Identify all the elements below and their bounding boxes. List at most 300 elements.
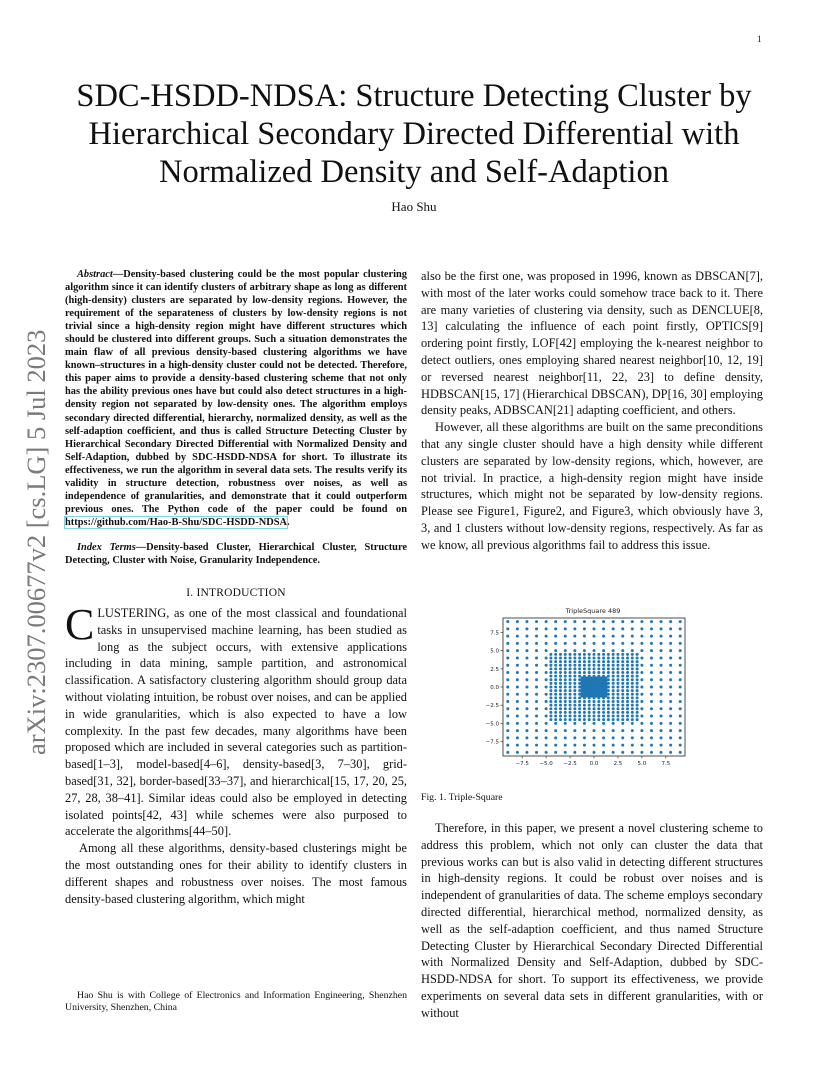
data-point [516, 686, 519, 689]
data-point [554, 715, 557, 718]
data-point [616, 711, 619, 714]
data-point [616, 656, 619, 659]
data-point [525, 693, 528, 696]
data-point [626, 704, 629, 707]
data-point [616, 693, 619, 696]
data-point [597, 707, 600, 710]
data-point [554, 667, 557, 670]
data-point [612, 678, 615, 681]
data-point [516, 649, 519, 652]
data-point [559, 675, 562, 678]
data-point [506, 671, 509, 674]
data-point [525, 642, 528, 645]
data-point [626, 675, 629, 678]
data-point [564, 736, 567, 739]
data-point [545, 686, 548, 689]
data-point [593, 707, 596, 710]
data-point [583, 656, 586, 659]
data-point [506, 729, 509, 732]
x-axis-ticks [515, 756, 670, 767]
data-point [626, 718, 629, 721]
data-point [607, 675, 610, 678]
data-point [506, 736, 509, 739]
data-point [554, 627, 557, 630]
data-point [612, 627, 615, 630]
data-point [631, 635, 634, 638]
data-point [636, 678, 639, 681]
data-point [607, 711, 610, 714]
data-point [549, 711, 552, 714]
data-point [525, 700, 528, 703]
data-point [535, 678, 538, 681]
data-point [573, 675, 576, 678]
data-point [578, 660, 581, 663]
data-point [583, 704, 586, 707]
data-point [679, 707, 682, 710]
data-point [640, 751, 643, 754]
data-point [569, 667, 572, 670]
data-point [573, 715, 576, 718]
data-point [554, 704, 557, 707]
abstract-text: —Density-based clustering could be the most popular clustering algorithm since it can identify clusters of arbitrary shape as long as different (high-density) clusters are separated by low-density regions. However, the requirement of the separateness of clusters by low-density regions is not trivial since a high-density region might have different structures which should be clustered into different groups. Such a situation demonstrates the main flaw of all previous density-based clustering algorithms we have known–structures in a high-density cluster could not be detected. Therefore, this paper aims to provide a density-based clustering scheme that not only has the ability previous ones have but could also detect structures in a high-density region not separated by low-density ones. The algorithm employs secondary directed differential, hierarchy, normalized density, as well as the self-adaption coefficient, and thus is called Structure Detecting Cluster by Hierarchical Secondary Directed Differential with Normalized Density and Self-Adaption, dubbed by SDC-HSDD-NDSA for short. To illustrate its effectiveness, we run the algorithm in several data sets. The results verify its validity in structure detection, robustness over noises, as well as independence of granularities, and demonstrate that it could outperform previous ones. The Python code of the paper could be found on [65, 269, 407, 515]
data-point [506, 715, 509, 718]
data-point [549, 660, 552, 663]
data-point [650, 700, 653, 703]
data-point [669, 744, 672, 747]
data-point [559, 689, 562, 692]
data-point [612, 711, 615, 714]
data-point [569, 696, 572, 699]
data-point [640, 700, 643, 703]
data-point [525, 656, 528, 659]
figure-caption: Fig. 1. Triple-Square [421, 792, 503, 803]
data-point [516, 620, 519, 623]
data-point [569, 689, 572, 692]
data-point [588, 700, 591, 703]
data-point [588, 711, 591, 714]
y-tick-label: 5.0 [490, 648, 499, 655]
data-point [578, 707, 581, 710]
data-point [564, 707, 567, 710]
data-point [621, 678, 624, 681]
data-point [616, 675, 619, 678]
data-point [583, 722, 586, 725]
data-point [612, 715, 615, 718]
data-point [516, 751, 519, 754]
data-point [631, 722, 634, 725]
data-point [545, 678, 548, 681]
data-point [516, 700, 519, 703]
data-point [631, 693, 634, 696]
data-point [607, 667, 610, 670]
data-point [660, 693, 663, 696]
data-point [569, 664, 572, 667]
data-point [636, 682, 639, 685]
data-point [631, 671, 634, 674]
data-point [602, 736, 605, 739]
data-point [612, 718, 615, 721]
data-point [569, 707, 572, 710]
data-point [564, 729, 567, 732]
data-point [578, 671, 581, 674]
data-point [602, 700, 605, 703]
data-point [650, 664, 653, 667]
data-point [564, 627, 567, 630]
x-tick-label: −5.0 [539, 761, 553, 767]
data-point [631, 715, 634, 718]
data-point [612, 682, 615, 685]
data-point [583, 707, 586, 710]
data-point [650, 671, 653, 674]
x-tick-label: 0.0 [589, 761, 599, 767]
data-point [612, 653, 615, 656]
data-point [597, 715, 600, 718]
data-point [583, 664, 586, 667]
data-point [621, 620, 624, 623]
data-point [506, 700, 509, 703]
data-point [554, 718, 557, 721]
data-point [564, 678, 567, 681]
data-point [636, 686, 639, 689]
data-point [669, 627, 672, 630]
data-point [525, 707, 528, 710]
data-point [616, 671, 619, 674]
data-point [669, 686, 672, 689]
x-tick-label: 2.5 [613, 761, 623, 767]
data-point [545, 620, 548, 623]
data-point [593, 627, 596, 630]
data-point [597, 656, 600, 659]
data-point [506, 620, 509, 623]
data-point [626, 715, 629, 718]
data-point [525, 635, 528, 638]
data-point [631, 660, 634, 663]
data-point [554, 620, 557, 623]
data-point [554, 682, 557, 685]
data-point [669, 664, 672, 667]
data-point [660, 736, 663, 739]
data-point [554, 711, 557, 714]
data-point [569, 678, 572, 681]
data-point [640, 620, 643, 623]
data-point [545, 736, 548, 739]
data-point [545, 722, 548, 725]
data-point [535, 656, 538, 659]
data-point [593, 736, 596, 739]
data-point [554, 729, 557, 732]
data-point [616, 686, 619, 689]
data-point [602, 729, 605, 732]
data-point [597, 704, 600, 707]
data-point [549, 678, 552, 681]
data-point [679, 671, 682, 674]
data-point [631, 682, 634, 685]
data-point [650, 744, 653, 747]
data-point [640, 627, 643, 630]
dropcap: C [65, 600, 95, 650]
data-point [679, 700, 682, 703]
data-point [660, 722, 663, 725]
data-point [549, 696, 552, 699]
data-point [516, 736, 519, 739]
data-point [621, 667, 624, 670]
data-point [650, 751, 653, 754]
y-axis-ticks [486, 631, 503, 746]
data-point [516, 627, 519, 630]
data-point [660, 671, 663, 674]
data-point [636, 675, 639, 678]
data-point [616, 707, 619, 710]
data-point [602, 722, 605, 725]
data-point [588, 660, 591, 663]
data-point [679, 744, 682, 747]
code-link[interactable]: https://github.com/Hao-B-Shu/SDC-HSDD-NDSA [65, 516, 287, 528]
data-point [583, 653, 586, 656]
data-point [569, 671, 572, 674]
data-point [612, 704, 615, 707]
data-point [669, 751, 672, 754]
data-point [612, 696, 615, 699]
data-point [650, 627, 653, 630]
data-point [631, 667, 634, 670]
data-point [554, 649, 557, 652]
data-point [631, 664, 634, 667]
data-point [554, 700, 557, 703]
data-point [554, 751, 557, 754]
data-point [516, 722, 519, 725]
data-points [506, 620, 681, 754]
data-point [569, 711, 572, 714]
data-point [640, 729, 643, 732]
data-point [583, 635, 586, 638]
data-point [636, 696, 639, 699]
y-tick-label: 2.5 [490, 666, 499, 673]
data-point [583, 627, 586, 630]
data-point [621, 744, 624, 747]
data-point [554, 635, 557, 638]
data-point [660, 744, 663, 747]
data-point [535, 736, 538, 739]
data-point [660, 649, 663, 652]
data-point [573, 689, 576, 692]
data-point [545, 700, 548, 703]
data-point [525, 722, 528, 725]
data-point [573, 627, 576, 630]
data-point [621, 715, 624, 718]
data-point [621, 689, 624, 692]
data-point [631, 751, 634, 754]
data-point [640, 642, 643, 645]
data-point [564, 718, 567, 721]
data-point [631, 653, 634, 656]
data-point [583, 649, 586, 652]
data-point [506, 707, 509, 710]
data-point [660, 678, 663, 681]
data-point [607, 696, 610, 699]
data-point [583, 660, 586, 663]
y-tick-label: −2.5 [485, 703, 499, 710]
data-point [593, 620, 596, 623]
data-point [578, 696, 581, 699]
y-tick-label: −5.0 [485, 721, 499, 728]
data-point [626, 678, 629, 681]
data-point [559, 686, 562, 689]
data-point [573, 751, 576, 754]
data-point [636, 704, 639, 707]
data-point [621, 664, 624, 667]
data-point [597, 671, 600, 674]
data-point [621, 700, 624, 703]
data-point [516, 715, 519, 718]
data-point [631, 649, 634, 652]
data-point [516, 635, 519, 638]
data-point [616, 696, 619, 699]
data-point [679, 751, 682, 754]
data-point [564, 686, 567, 689]
data-point [621, 711, 624, 714]
data-point [583, 700, 586, 703]
data-point [554, 642, 557, 645]
data-point [616, 667, 619, 670]
data-point [679, 678, 682, 681]
data-point [573, 682, 576, 685]
data-point [516, 671, 519, 674]
data-point [506, 642, 509, 645]
data-point [612, 635, 615, 638]
data-point [554, 696, 557, 699]
data-point [525, 736, 528, 739]
intro-paragraph-1 [65, 600, 407, 840]
right-paragraph-2: However, all these algorithms are built on the same preconditions that any single cluster should have a high density while different clusters are separated by low-density regions, which, however, are not trivial. In practice, a high-density region might have inside structures, which might not be separated by low-density regions. Please see Figure1, Figure2, and Figure3, which obviously have 3, 3, and 1 clusters without low-density regions, respectively. As far as we know, all previous algorithms fail to address this issue. [421, 420, 763, 552]
data-point [660, 729, 663, 732]
data-point [660, 635, 663, 638]
data-point [564, 671, 567, 674]
data-point [564, 689, 567, 692]
data-point [612, 686, 615, 689]
data-point [602, 656, 605, 659]
data-point [554, 722, 557, 725]
data-point [573, 696, 576, 699]
data-point [593, 718, 596, 721]
data-point [593, 649, 596, 652]
data-point [602, 642, 605, 645]
data-point [573, 718, 576, 721]
data-point [679, 656, 682, 659]
data-point [545, 751, 548, 754]
data-point [506, 635, 509, 638]
data-point [573, 729, 576, 732]
data-point [573, 711, 576, 714]
data-point [583, 642, 586, 645]
scatter-chart [468, 604, 708, 774]
data-point [535, 664, 538, 667]
data-point [564, 620, 567, 623]
data-point [640, 656, 643, 659]
data-point [593, 722, 596, 725]
data-point [588, 707, 591, 710]
data-point [535, 642, 538, 645]
data-point [669, 620, 672, 623]
data-point [602, 744, 605, 747]
data-point [525, 620, 528, 623]
data-point [626, 693, 629, 696]
data-point [602, 715, 605, 718]
data-point [525, 627, 528, 630]
data-point [549, 689, 552, 692]
data-point [588, 715, 591, 718]
data-point [559, 715, 562, 718]
left-column [65, 268, 407, 907]
data-point [569, 704, 572, 707]
data-point [564, 693, 567, 696]
data-point [545, 729, 548, 732]
data-point [573, 744, 576, 747]
data-point [636, 671, 639, 674]
data-point [631, 700, 634, 703]
data-point [621, 729, 624, 732]
data-point [554, 678, 557, 681]
data-point [612, 671, 615, 674]
data-point [593, 751, 596, 754]
data-point [616, 653, 619, 656]
data-point [626, 653, 629, 656]
data-point [650, 729, 653, 732]
data-point [607, 671, 610, 674]
data-point [616, 700, 619, 703]
data-point [573, 642, 576, 645]
data-point [516, 729, 519, 732]
data-point [640, 686, 643, 689]
y-tick-label: −7.5 [485, 739, 499, 746]
x-tick-label: −2.5 [563, 761, 577, 767]
data-point [607, 700, 610, 703]
data-point [626, 689, 629, 692]
data-point [631, 675, 634, 678]
data-point [612, 660, 615, 663]
data-point [650, 736, 653, 739]
data-point [621, 693, 624, 696]
data-point [607, 664, 610, 667]
data-point [612, 722, 615, 725]
data-point [621, 675, 624, 678]
data-point [669, 656, 672, 659]
data-point [669, 736, 672, 739]
data-point [559, 678, 562, 681]
data-point [549, 664, 552, 667]
data-point [588, 704, 591, 707]
data-point [669, 649, 672, 652]
data-point [516, 642, 519, 645]
y-tick-label: 0.0 [490, 685, 499, 691]
chart-title: TripleSquare 489 [565, 607, 621, 615]
data-point [545, 707, 548, 710]
data-point [549, 682, 552, 685]
data-point [569, 718, 572, 721]
data-point [564, 653, 567, 656]
data-point [621, 682, 624, 685]
data-point [593, 671, 596, 674]
data-point [535, 627, 538, 630]
data-point [631, 627, 634, 630]
data-point [554, 653, 557, 656]
data-point [535, 635, 538, 638]
data-point [516, 744, 519, 747]
data-point [573, 656, 576, 659]
data-point [679, 642, 682, 645]
data-point [564, 656, 567, 659]
data-point [636, 664, 639, 667]
data-point [616, 682, 619, 685]
